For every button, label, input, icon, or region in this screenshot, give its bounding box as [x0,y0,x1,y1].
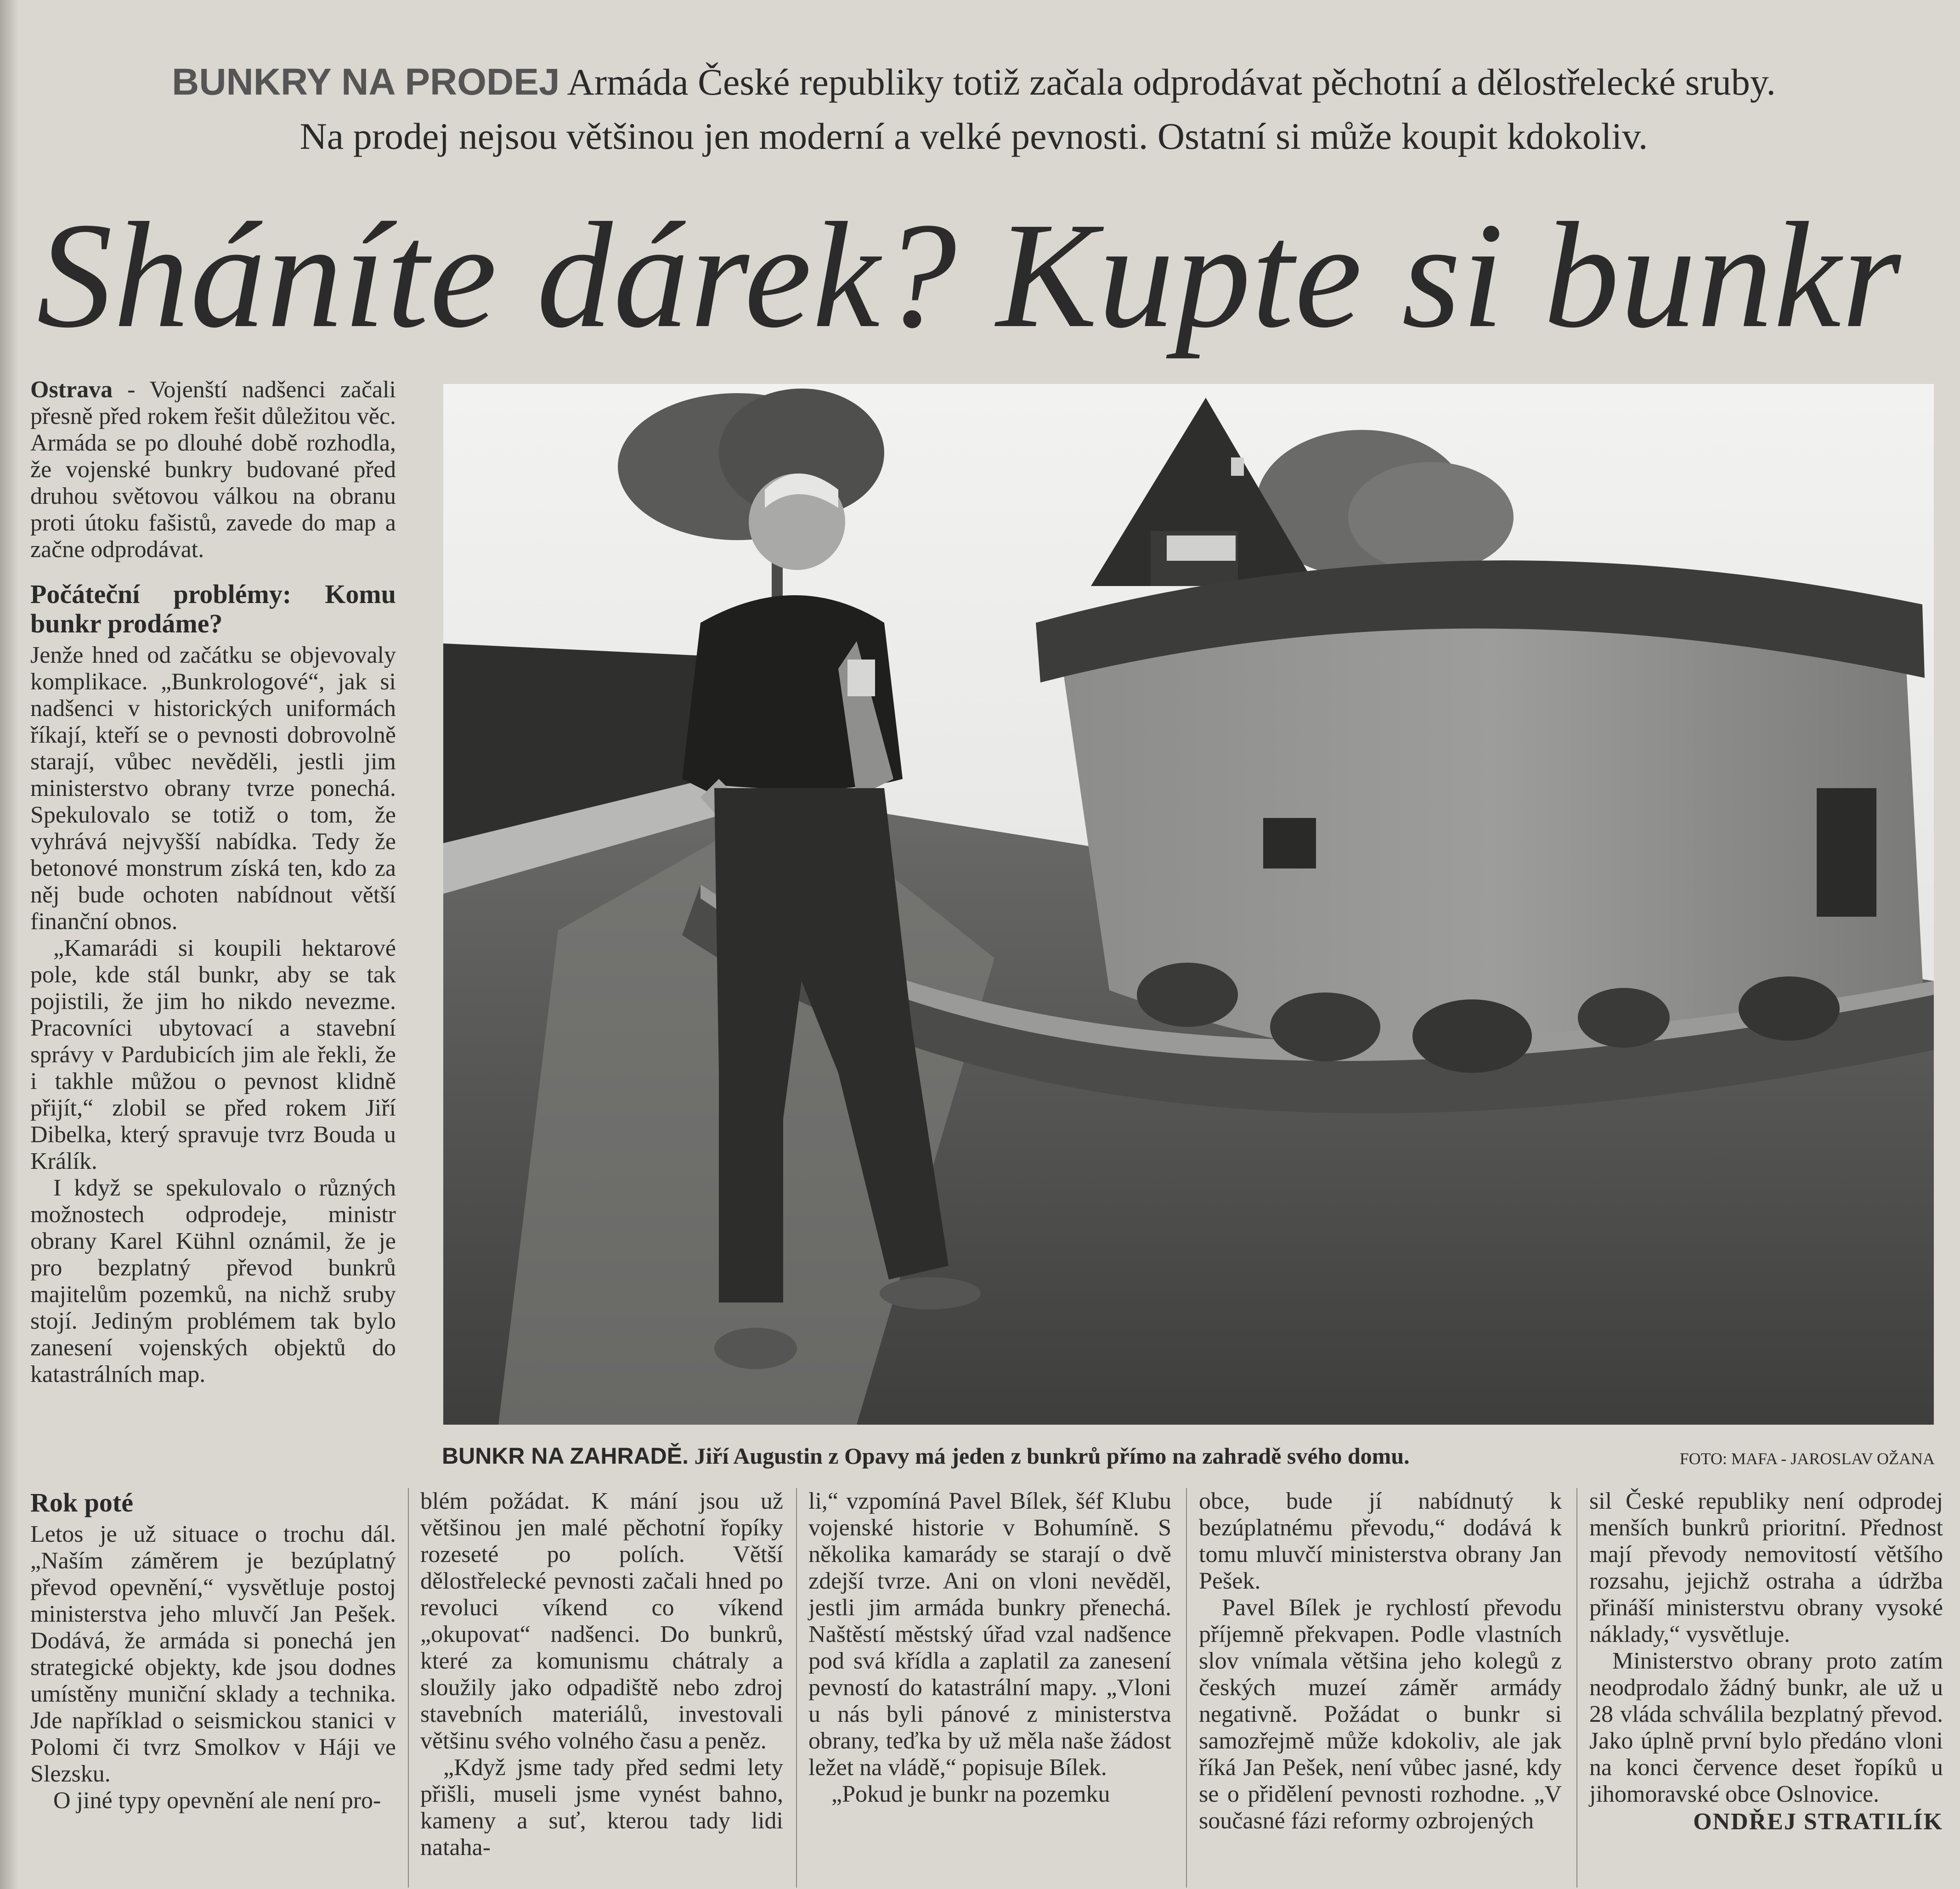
lead-text: - Vojenští nadšenci začali přesně před rokem řešit důležitou věc. Armáda se po dlouhé době rozhodla, že vojenské bunkry budované před druhou světovou válkou na obranu proti útoku fašistů, zavede do map a začne odprodávat. [30,377,396,563]
article-column-5 [1589,1488,1943,1835]
paragraph: Ministerstvo obrany proto zatím neodprodalo žádný bunkr, ale už u 28 vláda schválila bezplatný převod. Jako úplně první bylo předáno vloni na konci července deset řopíků u jihomoravské obce Oslnovice. [1589,1648,1943,1807]
author-byline: ONDŘEJ STRATILÍK [1693,1809,1943,1835]
kicker [55,55,1892,164]
article-photo [443,384,1934,1425]
article-column-1 [30,377,396,1388]
subheading-1: Počáteční problémy: Komu bunkr prodáme? [30,579,396,638]
column-rule [408,1488,409,1888]
column-rule [796,1488,797,1888]
dateline: Ostrava [30,377,113,403]
kicker-tag: BUNKRY NA PRODEJ [172,61,560,103]
paragraph: obce, bude jí nabídnutý k bezúplatnému převodu,“ dodává k tomu mluvčí ministerstva obrany Jan Pešek. [1199,1488,1562,1594]
subheading-2: Rok poté [30,1488,133,1517]
article-column-3 [808,1488,1171,1808]
column-rule [1186,1488,1187,1888]
paragraph: blém požádat. K mání jsou už většinou jen malé pěchotní řopíky rozeseté po polích. Větší dělostřelecké pevnosti začali hned po revoluci víkend co víkend „okupovat“ nadšenci. Do bunkrů, které za komunismu chátraly a sloužily jako odpadiště nebo zdroj stavebních materiálů, investovali většinu svého volného času a peněz. [420,1488,783,1754]
caption-text: Jiří Augustin z Opavy má jeden z bunkrů přímo na zahradě svého domu. [694,1443,1410,1469]
paragraph: „Pokud je bunkr na pozemku [831,1781,1110,1807]
photo-caption [442,1442,1935,1470]
paragraph: O jiné typy opevnění ale není pro- [53,1788,381,1814]
paragraph: Letos je už situace o trochu dál. „Naším záměrem je bezúplatný převod opevnění,“ vysvětluje postoj ministerstva jeho mluvčí Jan Pešek. Dodává, že armáda si ponechá jen strategické objekty, kde jsou dodnes umístěny muniční sklady a technika. Jde například o seismickou stanici v Polomi či tvrz Smolkov v Háji ve Slezsku. [30,1521,396,1787]
paragraph: li,“ vzpomíná Pavel Bílek, šéf Klubu vojenské historie v Bohumíně. S několika kamarády se starají o dvě zdejší tvrze. Ani on vloni nevěděl, jestli jim armáda bunkry přenechá. Naštěstí městský úřad vzal nadšence pod svá křídla a zaplatil za zanesení pevností do katastrální mapy. „Vloni u nás byli pánové z ministerstva obrany, teďka by už měla naše žádost ležet na vládě,“ popisuje Bílek. [808,1488,1171,1781]
paragraph: „Kamarádi si koupili hektarové pole, kde stál bunkr, aby se tak pojistili, že jim ho nikdo nevezme. Pracovníci ubytovací a stavební správy v Pardubicích jim ale řekli, že i takhle můžou o pevnost klidně přijít,“ zlobil se před rokem Jiří Dibelka, který spravuje tvrz Bouda u Králík. [30,935,396,1174]
paragraph: Jenže hned od začátku se objevovaly komplikace. „Bunkrologové“, jak si nadšenci v historických uniformách říkají, kteří se o pevnosti dobrovolně starají, vůbec nevěděli, jestli jim ministerstvo obrany tvrze ponechá. Spekulovalo se totiž o tom, že vyhrává nejvyšší nabídka. Tedy že betonové monstrum získá ten, kdo za něj bude ochoten nabídnout větší finanční obnos. [30,642,396,935]
paragraph: I když se spekulovalo o různých možnostech odprodeje, ministr obrany Karel Kühnl oznámil, že je pro bezplatný převod bunkrů majitelům pozemků, na nichž sruby stojí. Jediným problémem tak bylo zanesení vojenských objektů do katastrálních map. [30,1175,396,1387]
article-column-2 [420,1488,783,1861]
article-column-4 [1199,1488,1562,1834]
lead-paragraph [30,377,396,563]
kicker-line-2: Na prodej nejsou většinou jen moderní a velké pevnosti. Ostatní si může koupit kdokoliv. [299,115,1648,157]
kicker-line-1: Armáda České republiky totiž začala odprodávat pěchotní a dělostřelecké sruby. [567,61,1776,103]
paragraph: sil České republiky není odprodej menších bunkrů prioritní. Přednost mají převody nemovitostí většího rozsahu, jejichž ostraha a údržba přináší ministerstvu obrany vysoké náklady,“ vysvětluje. [1589,1488,1943,1647]
page-edge-shadow [0,0,18,1889]
column-rule [1576,1488,1577,1888]
paragraph: Pavel Bílek je rychlostí převodu příjemně překvapen. Podle vlastních slov vnímala většina jeho kolegů z českých muzeí záměr armády negativně. Požádat o bunkr si samozřejmě může kdokoliv, ale jak říká Jan Pešek, není vůbec jasné, kdy se o přidělení pevnosti rozhodne. „V současné fázi reformy ozbrojených [1199,1595,1562,1834]
paragraph: „Když jsme tady před sedmi lety přišli, museli jsme vynést bahno, kameny a suť, kterou tady lidi nataha- [420,1754,783,1861]
caption-tag: BUNKR NA ZAHRADĚ. [442,1443,689,1469]
article-column-1-bottom [30,1488,396,1814]
headline: Sháníte dárek? Kupte si bunkr [37,192,1902,359]
photo-credit: FOTO: MAFA - JAROSLAV OŽANA [1679,1449,1935,1468]
